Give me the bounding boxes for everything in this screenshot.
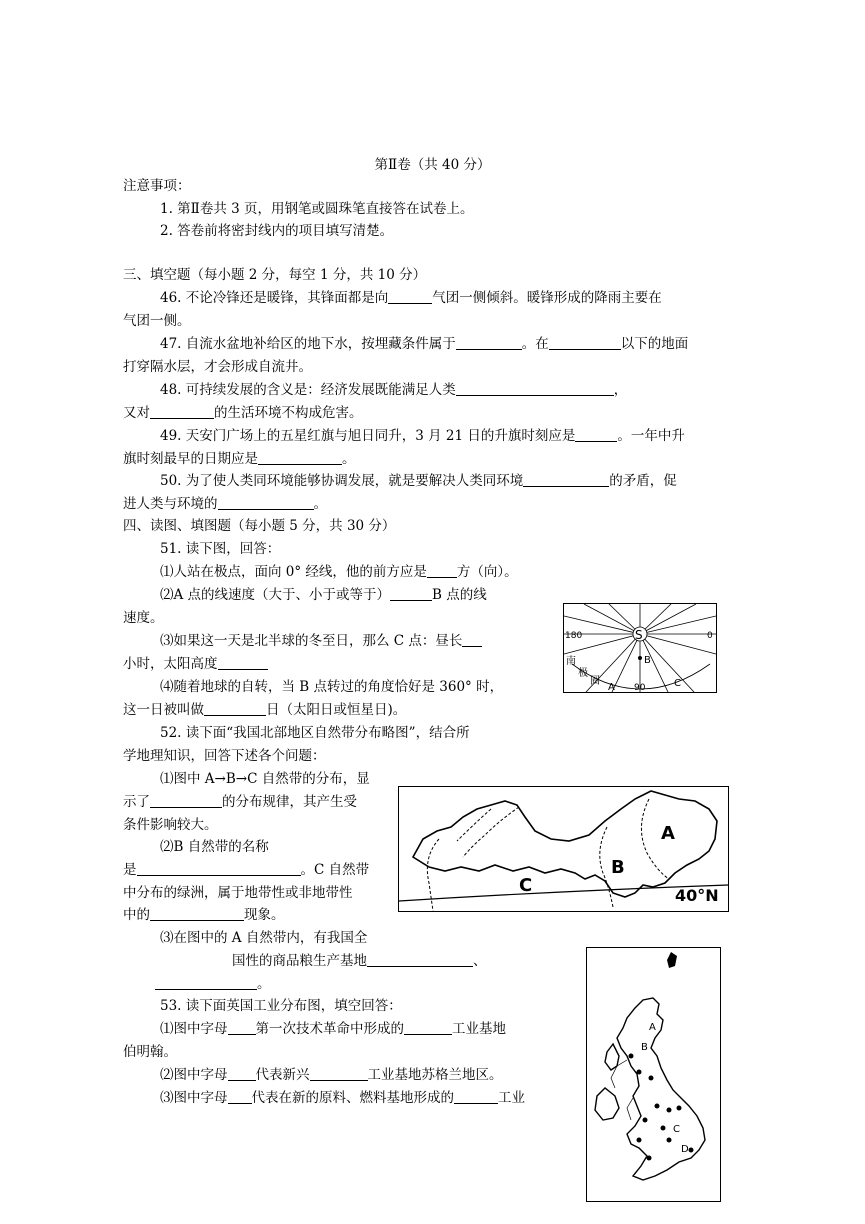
q52-p3-text-b: 国性的商品粮生产基地 — [232, 953, 367, 969]
q49-text-c: 旗时刻最早的日期应是 — [123, 451, 258, 467]
q51-p1-text-b: 方（向）。 — [456, 564, 518, 580]
q48-text-d: 的生活环境不构成危害。 — [214, 405, 363, 421]
q53-p1-text-a: ⑴图中字母 — [160, 1021, 228, 1037]
q51-part1 — [160, 563, 518, 581]
q50-text-a: 50. 为了使人类同环境能够协调发展，就是要解决人类同环境 — [160, 473, 524, 489]
q53-p3-text-a: ⑶图中字母 — [160, 1090, 228, 1106]
question-48-line1 — [160, 381, 627, 399]
q52-blank-3[interactable] — [150, 906, 244, 921]
q53-p2-text-c: 工业基地苏格兰地区。 — [367, 1067, 503, 1083]
notice-heading: 注意事项： — [123, 178, 191, 194]
q48-text-b: ， — [613, 382, 628, 398]
notice-item-2: 2. 答卷前将密封线内的项目填写清楚。 — [160, 223, 394, 239]
q52-p2-text-f: 现象。 — [244, 907, 285, 923]
uk-label-a: A — [649, 1022, 656, 1033]
q52-p1-text-a: ⑴图中 A→B→C 自然带的分布，显 — [160, 771, 370, 787]
q51-part2 — [160, 586, 487, 604]
q52-part1-line2 — [123, 793, 357, 811]
china-label-b: B — [611, 857, 625, 878]
q46-text-b: 气团一侧倾斜。暖锋形成的降雨主要在 — [432, 290, 662, 306]
q52-p3-text-d: 。 — [257, 976, 271, 992]
q52-p3-text-c: 、 — [473, 953, 487, 969]
q52-intro-2: 学地理知识，回答下述各个问题： — [123, 748, 326, 764]
polar-label-90: 90 — [634, 683, 646, 692]
q53-p3-text-c: 工业 — [498, 1090, 525, 1106]
q50-blank-2[interactable] — [218, 495, 314, 510]
q53-blank-5[interactable] — [228, 1089, 252, 1104]
q51-p2-text-a: ⑵A 点的线速度（大于、小于或等于） — [160, 587, 391, 603]
q48-text-a: 48. 可持续发展的含义是：经济发展既能满足人类 — [160, 382, 456, 398]
polar-diagram — [563, 603, 717, 693]
polar-label-circle-1: 南 — [566, 656, 576, 667]
q48-text-c: 又对 — [123, 405, 150, 421]
q49-blank-2[interactable] — [258, 450, 342, 465]
q52-part2-line4 — [123, 906, 285, 924]
q52-p1-text-c: 的分布规律，其产生受 — [222, 794, 357, 810]
q51-p2-text-b: B 点的线 — [432, 587, 487, 603]
china-label-c: C — [519, 875, 533, 896]
question-49-line2 — [123, 450, 356, 468]
q51-blank-5[interactable] — [204, 701, 266, 716]
q50-text-b: 的矛盾，促 — [609, 473, 677, 489]
q47-text-d: 打穿隔水层，才会形成自流井。 — [123, 359, 312, 375]
q52-intro-1: 52. 读下面“我国北部地区自然带分布略图”，结合所 — [160, 725, 470, 741]
q51-intro: 51. 读下图，回答： — [160, 541, 281, 557]
polar-label-circle-2: 极 — [578, 668, 588, 679]
q50-text-c: 进人类与环境的 — [123, 496, 218, 512]
uk-label-b: B — [641, 1042, 648, 1053]
q48-blank-2[interactable] — [150, 404, 214, 419]
q52-part3-line2 — [232, 952, 487, 970]
polar-label-c: C — [674, 678, 681, 689]
q51-blank-1[interactable] — [427, 563, 457, 578]
q52-p1-text-b: 示了 — [123, 794, 150, 810]
q52-p3-text-a: ⑶在图中的 A 自然带内，有我国全 — [160, 930, 368, 946]
china-label-a: A — [661, 823, 675, 844]
q51-blank-4[interactable] — [218, 655, 268, 670]
q53-blank-4[interactable] — [310, 1066, 368, 1081]
q49-text-d: 。 — [342, 451, 356, 467]
q51-p4-text-c: 日（太阳日或恒星日)。 — [266, 702, 407, 718]
q53-blank-6[interactable] — [454, 1089, 498, 1104]
q53-intro: 53. 读下面英国工业分布图，填空回答： — [160, 998, 402, 1014]
q51-p2-text-c: 速度。 — [123, 610, 164, 626]
china-natural-zones-map — [398, 786, 729, 912]
q46-text-a: 46. 不论冷锋还是暖锋，其锋面都是向 — [160, 290, 389, 306]
question-48-line2 — [123, 404, 363, 422]
q51-p4-text-b: 这一日被叫做 — [123, 702, 204, 718]
q51-blank-3[interactable] — [462, 632, 482, 647]
q49-blank-1[interactable] — [575, 427, 617, 442]
uk-label-d: D — [681, 1144, 689, 1155]
q52-blank-2[interactable] — [137, 861, 301, 876]
q52-part2-line2 — [123, 861, 369, 879]
polar-label-circle-3: 圈 — [590, 676, 600, 687]
q48-blank-1[interactable] — [456, 381, 614, 396]
q52-blank-4[interactable] — [367, 952, 473, 967]
q52-part3-line3 — [155, 975, 271, 993]
q51-p3-text-a: ⑶如果这一天是北半球的冬至日，那么 C 点：昼长 — [160, 633, 463, 649]
uk-industry-map — [586, 947, 721, 1202]
q46-text-c: 气团一侧。 — [123, 313, 191, 329]
section4-heading: 四、读图、填图题（每小题 5 分，共 30 分） — [123, 518, 396, 534]
polar-label-b: B — [644, 655, 651, 666]
q47-blank-2[interactable] — [549, 335, 621, 350]
q53-part1 — [160, 1020, 506, 1038]
q52-blank-5[interactable] — [155, 975, 257, 990]
q50-text-d: 。 — [313, 496, 327, 512]
q53-p2-text-b: 代表新兴 — [255, 1067, 310, 1083]
q52-p2-text-b: 是 — [123, 862, 137, 878]
polar-label-180: 180 — [565, 631, 583, 641]
q53-blank-1[interactable] — [228, 1020, 256, 1035]
q53-part2 — [160, 1066, 503, 1084]
q47-text-a: 47. 自流水盆地补给区的地下水，按埋藏条件属于 — [160, 336, 456, 352]
q47-text-c: 以下的地面 — [620, 336, 689, 352]
q51-p4-text-a: ⑷随着地球的自转，当 B 点转过的角度恰好是 360° 时， — [160, 679, 504, 695]
question-50-line1 — [160, 472, 677, 490]
q49-text-a: 49. 天安门广场上的五星红旗与旭日同升，3 月 21 日的升旗时刻应是 — [160, 428, 576, 444]
q53-part3 — [160, 1089, 525, 1107]
q53-p2-text-a: ⑵图中字母 — [160, 1067, 228, 1083]
uk-label-c: C — [673, 1124, 680, 1135]
q53-blank-3[interactable] — [228, 1066, 256, 1081]
q47-text-b: 。在 — [521, 336, 549, 352]
q53-blank-2[interactable] — [404, 1020, 452, 1035]
question-47-line1 — [160, 335, 688, 353]
q50-blank-1[interactable] — [523, 472, 609, 487]
question-46-line1 — [160, 289, 662, 307]
q46-blank-1[interactable] — [388, 289, 432, 304]
q52-p1-text-d: 条件影响较大。 — [123, 817, 218, 833]
polar-label-s: S — [635, 628, 643, 642]
page-title: 第Ⅱ卷（共 40 分） — [374, 157, 491, 173]
china-label-lat: 40°N — [675, 886, 719, 905]
q52-p2-text-e: 中的 — [123, 907, 150, 923]
q52-blank-1[interactable] — [150, 793, 222, 808]
q53-p3-text-b: 代表在新的原料、燃料基地形成的 — [251, 1090, 454, 1106]
q51-part4-line2 — [123, 701, 406, 719]
q51-part3 — [160, 632, 482, 650]
notice-item-1: 1. 第Ⅱ卷共 3 页，用钢笔或圆珠笔直接答在试卷上。 — [160, 201, 474, 217]
q53-p1-text-b: 第一次技术革命中形成的 — [255, 1021, 404, 1037]
q47-blank-1[interactable] — [456, 335, 522, 350]
q52-p2-text-a: ⑵B 自然带的名称 — [160, 839, 269, 855]
q51-blank-2[interactable] — [390, 586, 432, 601]
polar-label-a: A — [608, 682, 615, 692]
q53-p1-text-d: 伯明翰。 — [123, 1044, 177, 1060]
q51-p1-text-a: ⑴人站在极点，面向 0° 经线，他的前方应是 — [160, 564, 427, 580]
question-49-line1 — [160, 427, 685, 445]
q53-p1-text-c: 工业基地 — [452, 1021, 506, 1037]
section3-heading: 三、填空题（每小题 2 分，每空 1 分，共 10 分） — [123, 267, 427, 283]
q52-p2-text-c: 。C 自然带 — [300, 862, 370, 878]
q49-text-b: 。一年中升 — [617, 428, 685, 444]
q51-p3-text-b: 小时，太阳高度 — [123, 656, 218, 672]
q52-p2-text-d: 中分布的绿洲，属于地带性或非地带性 — [123, 885, 353, 901]
q51-part3-line2 — [123, 655, 268, 673]
polar-label-0: 0 — [707, 631, 713, 641]
question-50-line2 — [123, 495, 327, 513]
